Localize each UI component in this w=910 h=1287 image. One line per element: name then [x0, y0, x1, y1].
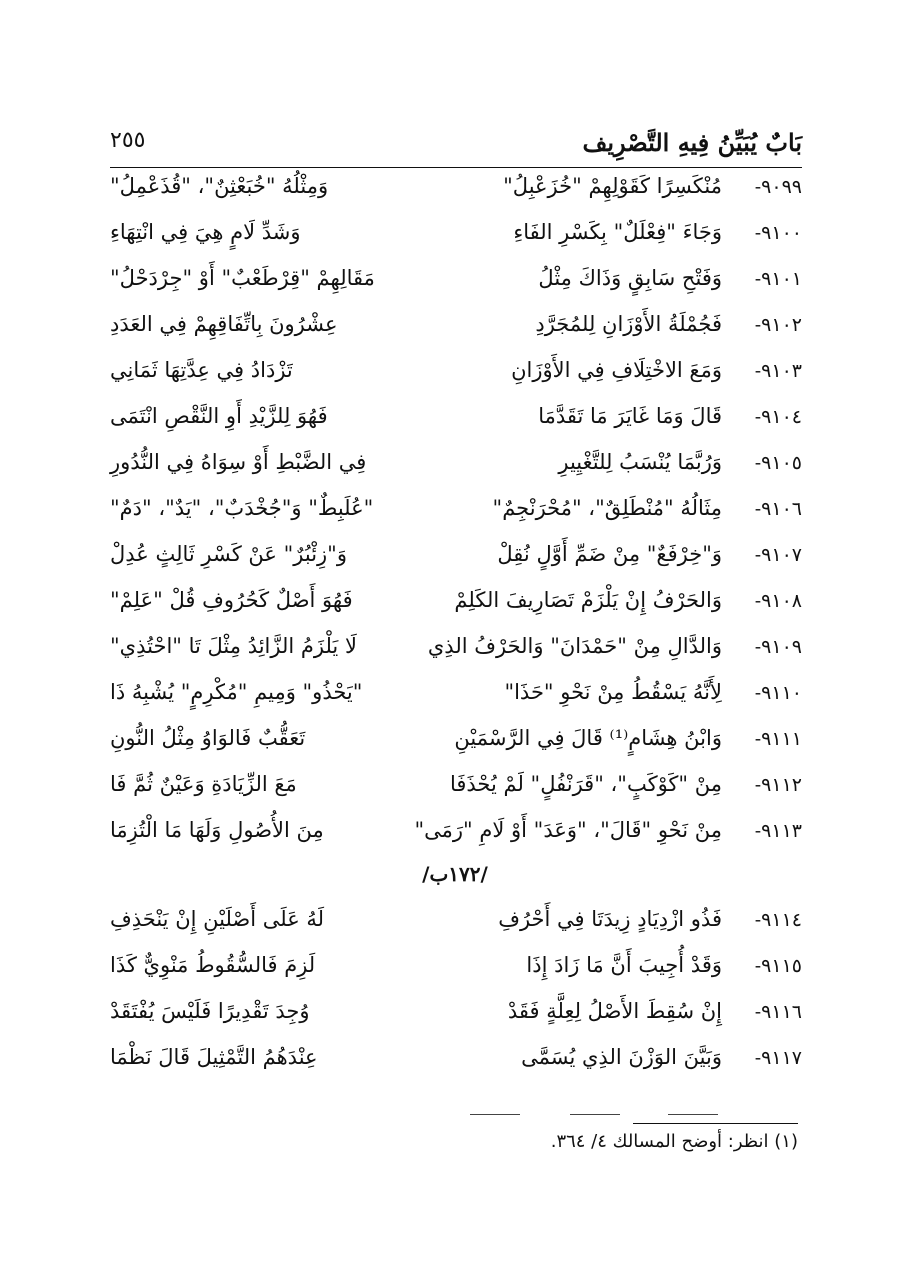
verse-first-hemistich: مُنْكَسِرًا كَقَوْلِهِمْ "خُزَعْبِلُ" [503, 174, 722, 198]
verse-line [110, 676, 802, 722]
verse-block-bottom [110, 903, 802, 1087]
verse-second-hemistich: "عُلَبِطٌ" وَ"جُخْدَبٌ"، "يَدٌ"، "دَمٌ" [110, 496, 374, 520]
verse-line [110, 903, 802, 949]
verse-first-hemistich: مِنْ "كَوْكَبٍ"، "قَرَنْفُلٍ" لَمْ يُحْذَفَا [449, 772, 722, 796]
verse-second-hemistich: وَ"زِئْبُرٌ" عَنْ كَسْرِ ثَالِثٍ عُدِلْ [110, 542, 347, 566]
verse-number: ٩٠٩٩- [754, 176, 802, 198]
verse-line [110, 722, 802, 768]
verse-first-hemistich: وَ"خِرْفَعٌ" مِنْ ضَمِّ أَوَّلٍ نُقِلْ [497, 542, 722, 566]
verse-line [110, 170, 802, 216]
verse-number: ٩١٠٧- [754, 544, 802, 566]
verse-number: ٩١٠٢- [754, 314, 802, 336]
chapter-title: بَابٌ يُبَيِّنُ فِيهِ التَّصْرِيف [582, 128, 802, 157]
verse-first-hemistich: قَالَ وَمَا غَايَرَ مَا تَقَدَّمَا [538, 404, 722, 428]
verse-number: ٩١٠١- [754, 268, 802, 290]
footnote: (١) انظر: أوضح المسالك ٤/ ٣٦٤. [550, 1131, 798, 1152]
verse-number: ٩١١٥- [754, 955, 802, 977]
verse-first-hemistich: فَذُو ازْدِيَادٍ زِيدَتَا فِي أَحْرُفِ [498, 907, 722, 931]
verse-second-hemistich: فِي الضَّبْطِ أَوْ سِوَاهُ فِي النُّدُورِ [110, 450, 367, 474]
verse-line [110, 400, 802, 446]
verse-number: ٩١١٤- [754, 909, 802, 931]
verse-second-hemistich: لَهُ عَلَى أَصْلَيْنِ إِنْ يَنْحَذِفِ [110, 907, 325, 931]
verse-number: ٩١٠٨- [754, 590, 802, 612]
verse-number: ٩١٠٠- [754, 222, 802, 244]
header-rule [110, 167, 802, 168]
verse-number: ٩١٠٣- [754, 360, 802, 382]
footnote-rule [633, 1123, 798, 1124]
verse-number: ٩١٠٥- [754, 452, 802, 474]
verse-first-hemistich: وَجَاءَ "فِعْلَلٌ" بِكَسْرِ الفَاءِ [513, 220, 722, 244]
verse-second-hemistich: "يَحْذُو" وَمِيمِ "مُكْرِمٍ" يُشْبِهُ ذَا [110, 680, 363, 704]
verse-line [110, 584, 802, 630]
dash [470, 1114, 520, 1115]
page-number: ٢٥٥ [110, 128, 146, 153]
verse-second-hemistich: وُجِدَ تَقْدِيرًا فَلَيْسَ يُفْتَقَدْ [110, 999, 310, 1023]
verse-first-hemistich: وَابْنُ هِشَامٍ⁽¹⁾ قَالَ فِي الرَّسْمَيْنِ [454, 726, 722, 750]
verse-first-hemistich: وَبَيَّنَ الوَزْنَ الذِي يُسَمَّى [521, 1045, 722, 1069]
verse-number: ٩١٠٦- [754, 498, 802, 520]
dash [570, 1114, 620, 1115]
verse-line [110, 354, 802, 400]
verse-second-hemistich: تَعَقُّبٌ فَالوَاوُ مِثْلُ النُّونِ [110, 726, 306, 750]
verse-second-hemistich: فَهُوَ لِلزَّيْدِ أَوِ النَّقْصِ انْتَمَى [110, 404, 328, 428]
verse-number: ٩١١٧- [754, 1047, 802, 1069]
verse-line [110, 995, 802, 1041]
verse-first-hemistich: وَرُبَّمَا يُنْسَبُ لِلتَّغْيِيرِ [558, 450, 722, 474]
verse-first-hemistich: لِأَنَّهُ يَسْقُطُ مِنْ نَحْوِ "حَذَا" [504, 680, 722, 704]
verse-number: ٩١١٠- [754, 682, 802, 704]
verse-line [110, 216, 802, 262]
verse-number: ٩١٠٩- [754, 636, 802, 658]
verse-second-hemistich: لَا يَلْزَمُ الزَّائِدُ مِثْلَ تَا "احْتُذِي" [110, 634, 357, 658]
verse-first-hemistich: وَمَعَ الاخْتِلَافِ فِي الأَوْزَانِ [511, 358, 722, 382]
verse-first-hemistich: وَفَتْحِ سَابِقٍ وَذَاكَ مِثْلُ [538, 266, 722, 290]
verse-second-hemistich: عِشْرُونَ بِاتِّفَاقِهِمْ فِي العَدَدِ [110, 312, 338, 336]
verse-first-hemistich: إِنْ سُقِطَ الأَصْلُ لِعِلَّةٍ فَقَدْ [507, 999, 722, 1023]
verse-first-hemistich: مِنْ نَحْوِ "قَالَ"، "وَعَدَ" أَوْ لَامِ "رَمَى" [414, 818, 722, 842]
verse-second-hemistich: وَشَدِّ لَامٍ هِيَ فِي انْتِهَاءِ [110, 220, 301, 244]
verse-first-hemistich: فَجُمْلَةُ الأَوْزَانِ لِلمُجَرَّدِ [535, 312, 722, 336]
verse-second-hemistich: فَهُوَ أَصْلٌ كَحُرُوفِ قُلْ "عَلِمْ" [110, 588, 353, 612]
verse-second-hemistich: عِنْدَهُمُ التَّمْثِيلَ قَالَ نَظْمَا [110, 1045, 318, 1069]
verse-first-hemistich: وَقَدْ أُجِيبَ أَنَّ مَا زَادَ إِذَا [526, 953, 722, 977]
verse-line [110, 768, 802, 814]
verse-number: ٩١١٦- [754, 1001, 802, 1023]
verse-line [110, 492, 802, 538]
verse-second-hemistich: مِنَ الأُصُولِ وَلَهَا مَا الْتُزِمَا [110, 818, 324, 842]
dash [668, 1114, 718, 1115]
verse-line [110, 1041, 802, 1087]
verse-line [110, 814, 802, 860]
verse-second-hemistich: وَمِثْلُهُ "خُبَعْثِنٌ"، "قُذَعْمِلُ" [110, 174, 329, 198]
verse-second-hemistich: مَعَ الزِّيَادَةِ وَعَيْنٌ ثُمَّ فَا [110, 772, 297, 796]
verse-block-top [110, 170, 802, 860]
separator-dashes [470, 1114, 718, 1116]
verse-first-hemistich: وَالحَرْفُ إِنْ يَلْزَمْ تَصَارِيفَ الكَلِمْ [454, 588, 722, 612]
verse-first-hemistich: وَالدَّالِ مِنْ "حَمْدَانَ" وَالحَرْفُ الذِي [427, 634, 722, 658]
verse-line [110, 538, 802, 584]
verse-number: ٩١١١- [754, 728, 802, 750]
verse-second-hemistich: مَقَالِهِمْ "قِرْطَعْبٌ" أَوْ "جِرْدَحْلُ" [110, 266, 375, 290]
verse-second-hemistich: تَزْدَادُ فِي عِدَّتِهَا ثَمَانِي [110, 358, 293, 382]
page-header [110, 128, 802, 168]
verse-number: ٩١١٢- [754, 774, 802, 796]
verse-line [110, 446, 802, 492]
verse-line [110, 630, 802, 676]
verse-second-hemistich: لَزِمَ فَالسُّقُوطُ مَنْوِيٌّ كَذَا [110, 953, 316, 977]
verse-line [110, 308, 802, 354]
verse-line [110, 262, 802, 308]
verse-number: ٩١١٣- [754, 820, 802, 842]
verse-line [110, 949, 802, 995]
verse-number: ٩١٠٤- [754, 406, 802, 428]
verse-first-hemistich: مِثَالُهُ "مُنْطَلِقٌ"، "مُحْرَنْجِمٌ" [492, 496, 722, 520]
folio-mark: /١٧٢ب/ [422, 862, 488, 886]
